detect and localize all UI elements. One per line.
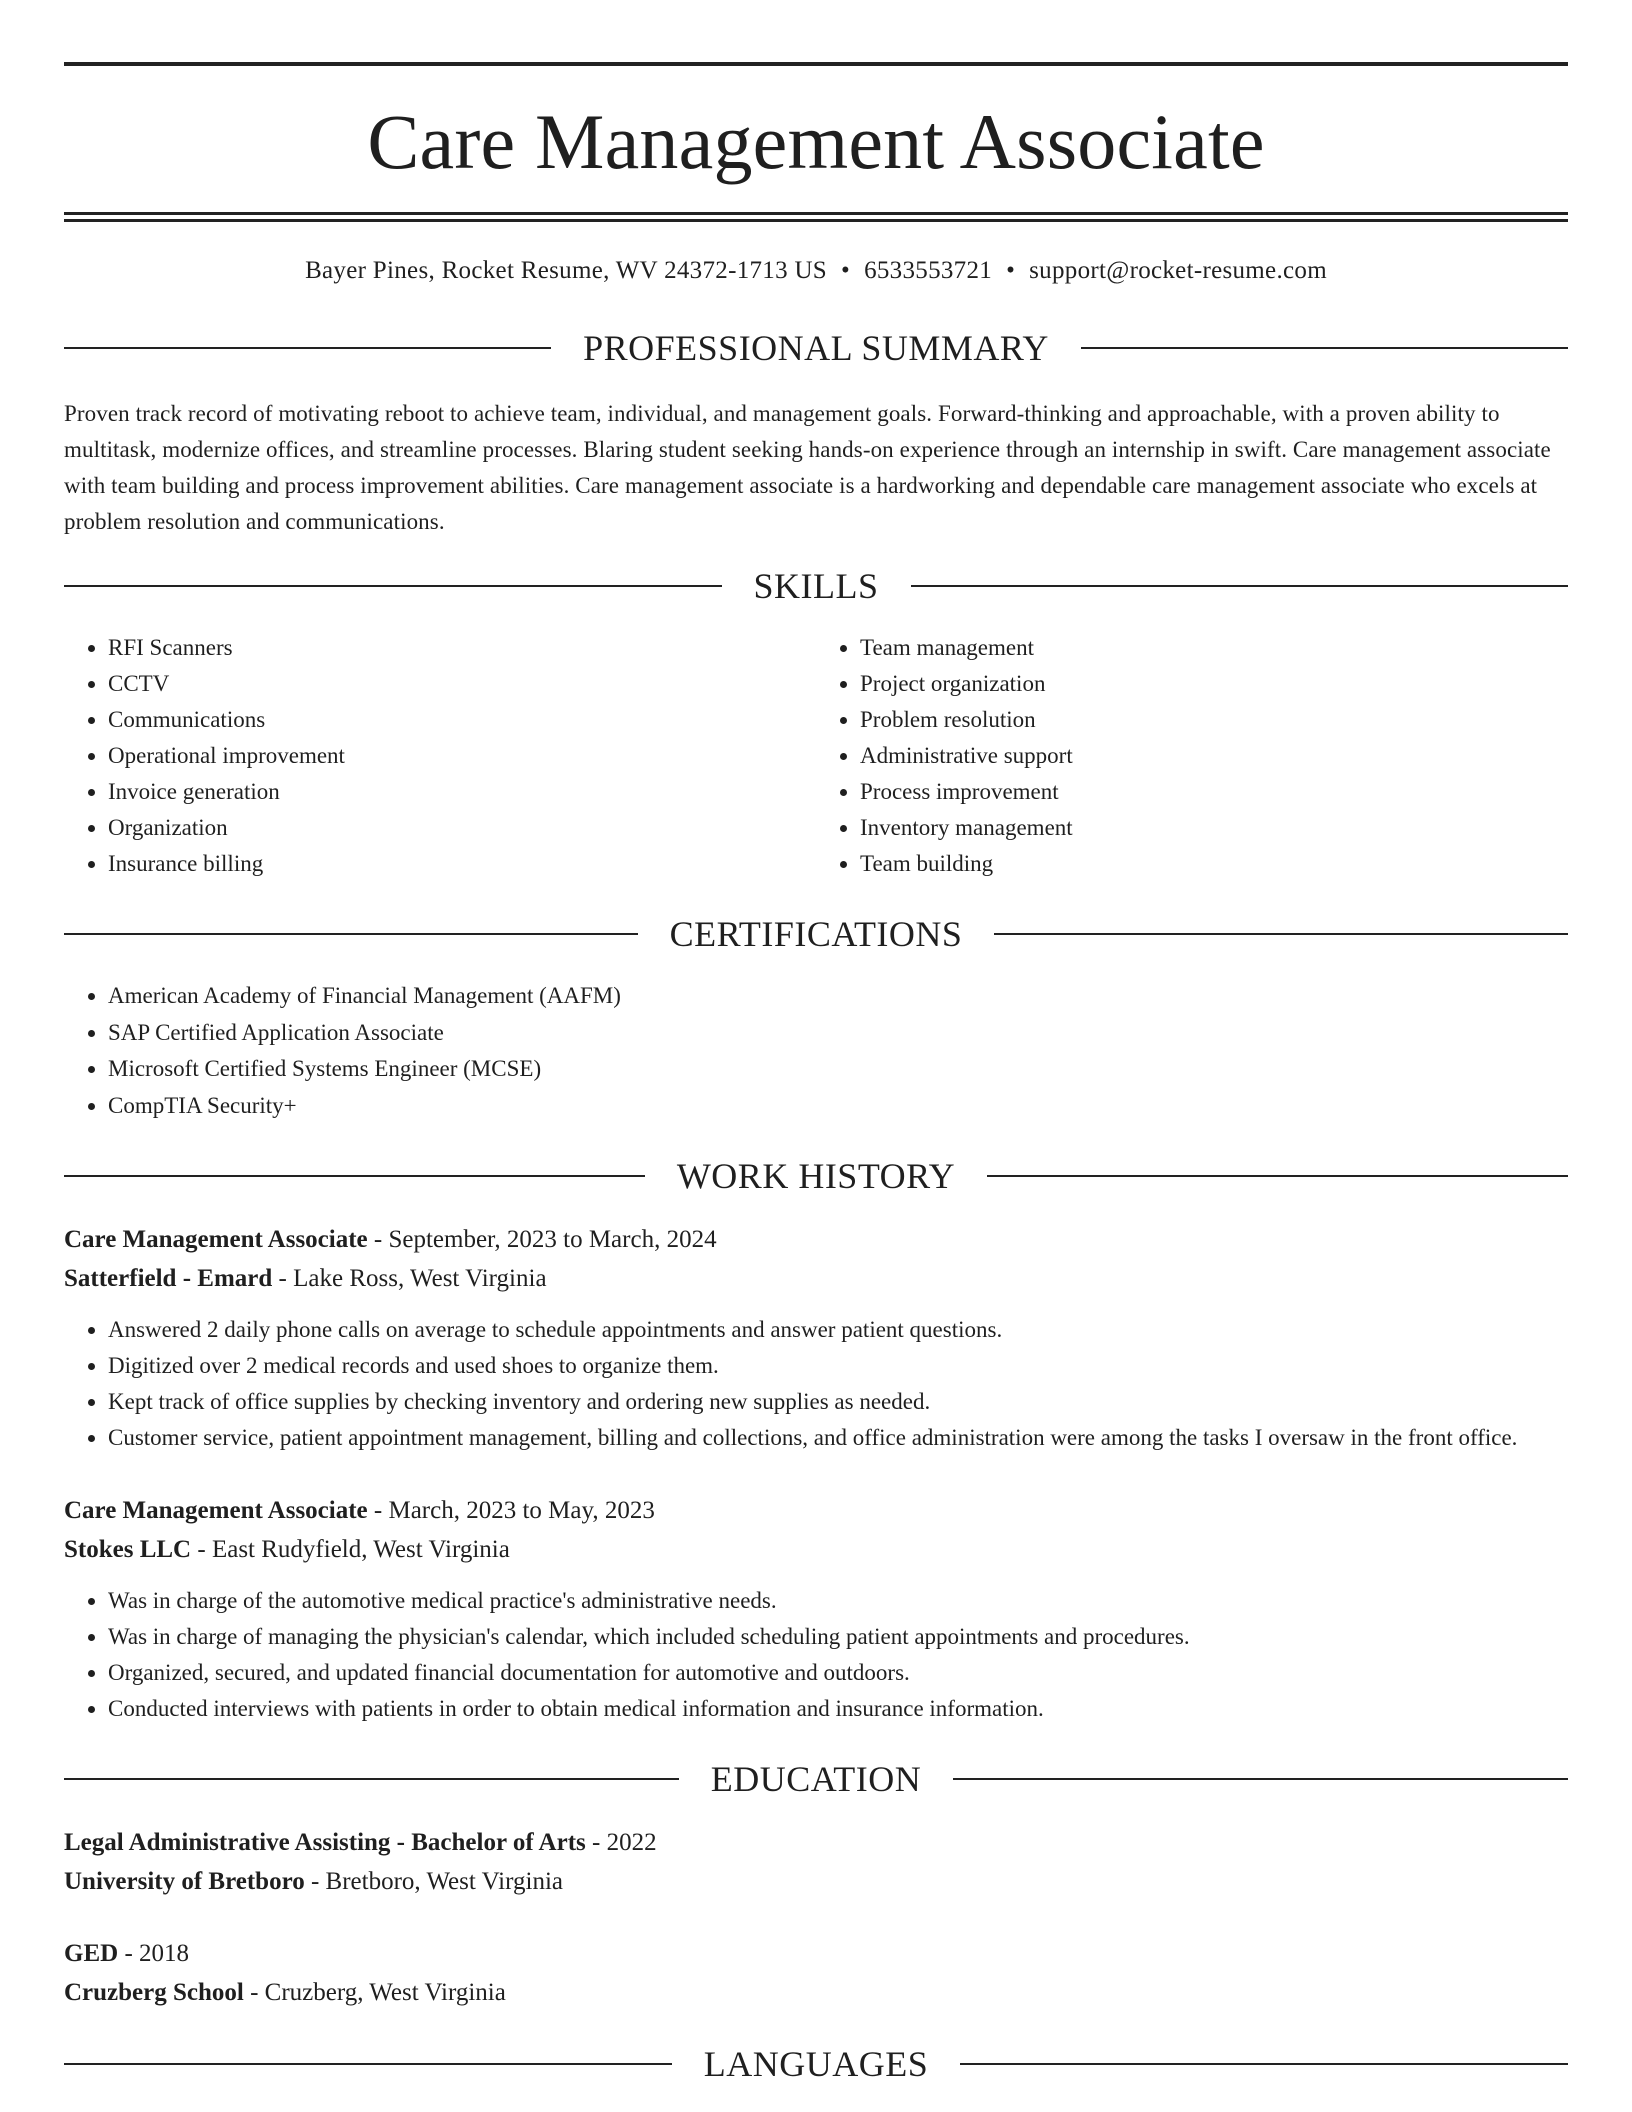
section-rule — [64, 1778, 679, 1780]
section-rule — [953, 1778, 1568, 1780]
job-entry — [64, 1491, 1568, 1727]
job-dates: - September, 2023 to March, 2024 — [367, 1226, 717, 1253]
section-rule — [960, 2063, 1568, 2065]
contact-separator: • — [841, 257, 851, 284]
list-item: • Was in charge of the automotive medical practice's administrative needs. — [108, 1583, 1568, 1619]
section-header-languages — [64, 2046, 1568, 2082]
list-item: • Team building — [860, 846, 1568, 882]
section-rule — [64, 933, 638, 935]
certifications-list — [64, 978, 1568, 1124]
list-item: • CCTV — [108, 666, 816, 702]
education-degree-line — [64, 1934, 1568, 1973]
job-role-line — [64, 1491, 1568, 1530]
job-company: Satterfield - Emard — [64, 1265, 273, 1292]
education-school-line — [64, 1862, 1568, 1901]
list-item: • Organized, secured, and updated financial documentation for automotive and outdoors. — [108, 1655, 1568, 1691]
list-item: • CompTIA Security+ — [108, 1088, 1568, 1125]
section-title: EDUCATION — [710, 1759, 922, 1799]
resume-title: Care Management Associate — [367, 98, 1265, 185]
list-item: • Inventory management — [860, 810, 1568, 846]
section-header-education — [64, 1761, 1568, 1797]
job-location: - Lake Ross, West Virginia — [272, 1265, 547, 1292]
education-location: - Bretboro, West Virginia — [304, 1868, 563, 1895]
education-school: University of Bretboro — [64, 1868, 305, 1895]
job-role: Care Management Associate — [64, 1497, 368, 1524]
list-item: • Administrative support — [860, 738, 1568, 774]
section-header-work — [64, 1158, 1568, 1194]
job-dates: - March, 2023 to May, 2023 — [367, 1497, 655, 1524]
contact-separator: • — [1006, 257, 1016, 284]
education-year: - 2022 — [585, 1829, 657, 1856]
job-location: - East Rudyfield, West Virginia — [191, 1536, 510, 1563]
section-header-summary — [64, 330, 1568, 366]
list-item: • Organization — [108, 810, 816, 846]
list-item: • Kept track of office supplies by checking inventory and ordering new supplies as needed. — [108, 1384, 1568, 1420]
list-item: • Process improvement — [860, 774, 1568, 810]
list-item: • Project organization — [860, 666, 1568, 702]
section-rule — [64, 2063, 672, 2065]
job-bullets — [64, 1312, 1568, 1456]
education-degree: Legal Administrative Assisting - Bachelor of Arts — [64, 1829, 586, 1856]
contact-address: Bayer Pines, Rocket Resume, WV 24372-1713 US — [305, 257, 828, 284]
list-item: • Operational improvement — [108, 738, 816, 774]
summary-paragraph: Proven track record of motivating reboot to achieve team, individual, and management goals. Forward-thinking and approachable, with a proven ability to multitask, modernize offices, and streamline processes. Blaring student seeking hands-on experience through an internship in swift. Care management associate with team building and process improvement abilities. Care management associate is a hardworking and dependable care management associate who excels at problem resolution and communications. — [64, 401, 1551, 534]
education-degree: GED — [64, 1940, 119, 1967]
section-rule — [1081, 347, 1568, 349]
list-item: • Insurance billing — [108, 846, 816, 882]
list-item: • Communications — [108, 702, 816, 738]
contact-phone: 6533553721 — [864, 257, 993, 284]
job-company-line — [64, 1530, 1568, 1569]
contact-email: support@rocket-resume.com — [1029, 257, 1327, 284]
list-item: • Invoice generation — [108, 774, 816, 810]
skills-list-right — [816, 630, 1568, 882]
list-item: • Problem resolution — [860, 702, 1568, 738]
title-double-rule — [64, 212, 1568, 222]
list-item: • SAP Certified Application Associate — [108, 1015, 1568, 1052]
education-year: - 2018 — [118, 1940, 190, 1967]
section-title: LANGUAGES — [703, 2044, 929, 2084]
list-item: • Customer service, patient appointment management, billing and collections, and office administration were among the tasks I oversaw in the front office. — [108, 1420, 1568, 1456]
section-rule — [64, 585, 722, 587]
list-item: • Answered 2 daily phone calls on average to schedule appointments and answer patient questions. — [108, 1312, 1568, 1348]
section-rule — [64, 1175, 645, 1177]
job-company-line — [64, 1259, 1568, 1298]
education-entry — [64, 1934, 1568, 2012]
top-rule — [64, 62, 1568, 66]
list-item: • Was in charge of managing the physician's calendar, which included scheduling patient appointments and procedures. — [108, 1619, 1568, 1655]
list-item: • Digitized over 2 medical records and used shoes to organize them. — [108, 1348, 1568, 1384]
section-rule — [987, 1175, 1568, 1177]
list-item: • Conducted interviews with patients in order to obtain medical information and insurance information. — [108, 1691, 1568, 1727]
list-item: • Team management — [860, 630, 1568, 666]
section-title: PROFESSIONAL SUMMARY — [583, 328, 1049, 368]
job-bullets — [64, 1583, 1568, 1727]
job-role-line — [64, 1220, 1568, 1259]
education-school-line — [64, 1973, 1568, 2012]
job-role: Care Management Associate — [64, 1226, 368, 1253]
job-company: Stokes LLC — [64, 1536, 192, 1563]
section-header-skills — [64, 568, 1568, 604]
education-location: - Cruzberg, West Virginia — [243, 1979, 506, 2006]
education-degree-line — [64, 1823, 1568, 1862]
section-title: SKILLS — [753, 566, 879, 606]
list-item: • RFI Scanners — [108, 630, 816, 666]
section-rule — [64, 347, 551, 349]
education-school: Cruzberg School — [64, 1979, 244, 2006]
section-rule — [994, 933, 1568, 935]
job-entry — [64, 1220, 1568, 1456]
list-item: • Microsoft Certified Systems Engineer (MCSE) — [108, 1051, 1568, 1088]
skills-grid — [64, 630, 1568, 882]
list-item: • American Academy of Financial Management (AAFM) — [108, 978, 1568, 1015]
contact-line — [64, 256, 1568, 286]
section-title: CERTIFICATIONS — [669, 914, 963, 954]
section-rule — [911, 585, 1569, 587]
skills-list-left — [64, 630, 816, 882]
education-entry — [64, 1823, 1568, 1901]
section-header-certifications — [64, 916, 1568, 952]
section-title: WORK HISTORY — [676, 1156, 956, 1196]
